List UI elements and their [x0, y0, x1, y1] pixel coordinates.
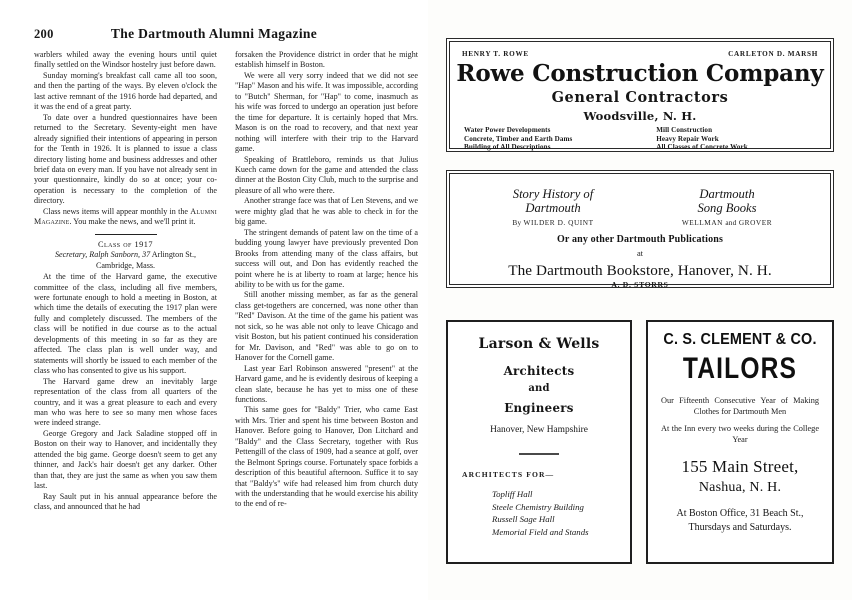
paragraph: Ray Sault put in his annual appearance before the class, and announced that he had — [34, 491, 217, 512]
ad-larson-and-wells[interactable] — [446, 320, 632, 564]
ad-clement-boston-office — [658, 507, 822, 535]
book-entry-song-books — [640, 187, 814, 227]
ad-clement-trade: TAILORS — [682, 352, 798, 385]
paragraph: Another strange face was that of Len Stevens, and we were mighty glad that he was able to check in for the big game. — [235, 196, 418, 227]
ad-clement-firm-name: C. S. CLEMENT & CO. — [663, 331, 817, 348]
ad-larson-firm-name: Larson & Wells — [478, 336, 600, 352]
book-title-line: Song Books — [697, 201, 757, 216]
ad-clement-address-street: 155 Main Street, — [681, 457, 799, 476]
paragraph: We were all very sorry indeed that we did not see "Hap" Mason and his wife. It was impossible, according to "Butch" Sherman, for "Hap" to come, inasmuch as his wife was forced to undergo an operation just before the time for departure. It is certainly hoped that Mrs. Mason is on the road to recovery, and that next year nothing will interfere with their trip to the Harvard game. — [235, 70, 418, 154]
ad-larson-city: Hanover, New Hampshire — [490, 425, 588, 435]
ad-rowe-frame — [449, 41, 831, 152]
ad-bookstore-any-other: Or any other Dartmouth Publications — [557, 234, 723, 245]
paragraph: The Harvard game drew an inevitably large representation of the class from all quarters of the country, and it was a great pleasure to each and every man who was here to see so many men whose faces were indeed strange. — [34, 376, 217, 428]
paragraph: forsaken the Providence district in order that he might establish himself in Boston. — [235, 50, 418, 70]
ad-cs-clement-tailors[interactable] — [646, 320, 834, 564]
ad-dartmouth-bookstore[interactable] — [446, 170, 834, 288]
paragraph: This same goes for "Baldy" Trier, who came East with Mrs. Trier and spent his time between Boston and Hanover. Before going to Hanover, Don Litchard and "Baldy" and the Class Secretary, together with Rus Pettengill of the class of 1909, had a seance at golf, over the Belmont Springs course. Fortunately space forbids a description of this beautiful afternoon. Suffice it to say that "Baldy's" wife had released him from church duty with the understanding that he would exercise his ability to the end of re- — [235, 405, 418, 509]
ad-rowe-services-left — [464, 126, 656, 152]
running-title: The Dartmouth Alumni Magazine — [110, 26, 318, 41]
service-item: Building of All Descriptions — [464, 143, 551, 152]
paragraph: Still another missing member, as far as the general class get-togethers are concerned, was none other than "Red" Davison. At the time of the game his patient was not sick, so he was able not only to leave Chicago and visit Boston, but his patient continued his consideration for Mr. Davison, and "Red" was able to go on to Hanover for the Cornell game. — [235, 290, 418, 363]
ad-rowe-city: Woodsville, N. H. — [583, 109, 697, 123]
paragraph: At the time of the Harvard game, the executive committee of the class, including all five members, were fortunate enough to hold a meeting in Boston, at which time the details of executing the 1917 plan were fully and completely discussed. The members of the class will be notified in due course as to the actual developments of this meeting in so far as they are affected. The class plan is well under way, and statements will shortly be issued to each member of the class who has consented to give us his support. — [34, 272, 217, 376]
service-item: Water Power Developments — [464, 126, 551, 134]
author-name: WELLMAN — [681, 217, 723, 227]
secretary-city-text: Cambridge, Mass. — [95, 260, 156, 270]
author-name: GROVER — [738, 217, 773, 227]
ad-rowe-principals — [462, 50, 818, 58]
boston-office-line: Thursdays and Saturdays. — [688, 522, 792, 533]
ad-rowe-services — [464, 126, 820, 152]
paragraph-part: . You make the news, and we'll print it. — [69, 217, 196, 227]
paragraph: George Gregory and Jack Saladine stopped off in Boston on their way to Hanover, and incidentally they attended the big game. George doesn't seem to get any thinner, and Jack's hair doesn't get any darker. Other than that, they are just the same as when you saw them last. — [34, 428, 217, 491]
ad-clement-tagline-1: Our Fifteenth Consecutive Year of Making Clothes for Dartmouth Men — [661, 396, 819, 417]
book-title-line: Dartmouth — [699, 187, 755, 201]
paragraph: Speaking of Brattleboro, reminds us that Julius Kuech came down for the game and attended the class dinner at the Boston City Club, much to the surprise and pleasure of all who were there. — [235, 154, 418, 195]
paragraph: The stringent demands of patent law on the time of a budding young lawyer have previously prevented Don Brooks from attending many of the class affairs, but success will out, and Don has evidently reached the point where he is at liberty to roam at large; hence his ability to be with us for the game. — [235, 227, 418, 289]
ad-rowe-services-right — [656, 126, 820, 152]
ad-larson-project-list — [492, 488, 589, 538]
project-item: Memorial Field and Stands — [492, 526, 589, 537]
book-author-line — [466, 218, 640, 227]
book-author-line — [640, 218, 814, 227]
column-one — [34, 50, 217, 585]
page-header — [34, 27, 394, 47]
principal-left: HENRY T. ROWE — [462, 50, 529, 58]
section-divider-rule — [95, 234, 157, 235]
ad-larson-credits-heading: ARCHITECTS FOR— — [462, 470, 555, 479]
ad-larson-frame — [448, 322, 630, 562]
magazine-name: Alumni Magazine — [34, 206, 217, 227]
ad-clement-frame — [648, 322, 832, 562]
author-name: WILDER D. QUINT — [523, 217, 594, 227]
paragraph: warblers whiled away the evening hours until quiet finally settled on the Windsor hostelry just before dawn. — [34, 50, 217, 70]
service-item: Concrete, Timber and Earth Dams — [464, 134, 573, 143]
ad-bookstore-store-name: The Dartmouth Bookstore, Hanover, N. H. — [508, 262, 772, 279]
ad-bookstore-at: at — [636, 249, 644, 258]
ad-clement-address-city: Nashua, N. H. — [698, 480, 782, 495]
project-item: Steele Chemistry Building — [492, 501, 584, 512]
service-item: Heavy Repair Work — [656, 134, 719, 143]
book-title-line: Story History of — [512, 187, 594, 201]
page-number: 200 — [34, 27, 54, 41]
class-secretary-city — [34, 261, 217, 271]
book-title-line: Dartmouth — [525, 201, 581, 216]
ad-larson-conjunction: and — [528, 383, 550, 394]
author-prefix: By — [512, 217, 522, 227]
project-item: Russell Sage Hall — [492, 514, 555, 525]
column-two — [235, 50, 418, 585]
class-section-heading: Class of 1917 — [97, 239, 154, 249]
principal-right: CARLETON D. MARSH — [728, 50, 818, 58]
boston-office-line: At Boston Office, 31 Beach St., — [676, 508, 804, 519]
author-conjunction: and — [725, 217, 737, 227]
right-page-advertisements — [428, 0, 852, 600]
secretary-name: Secretary, Ralph Sanborn, 37 — [54, 249, 151, 259]
ad-larson-discipline-1: Architects — [503, 364, 575, 378]
left-page — [0, 0, 424, 600]
secretary-street: Arlington St., — [150, 249, 197, 259]
ad-larson-divider-rule — [519, 453, 559, 455]
project-item: Topliff Hall — [492, 489, 533, 499]
paragraph: To date over a hundred questionnaires have been returned to the Secretary. Seventy-eight men have already signified their intentions of appearing in person for the Tenth in 1926. It is planned to issue a class directory listing home and business addresses and other brief data on every man. If you have not already sent in your questionnaire, kindly do so at once; your co-operation is necessary to the completion of the directory. — [34, 112, 217, 206]
ad-rowe-company-name: Rowe Construction Company — [456, 60, 824, 87]
paragraph — [34, 207, 217, 228]
ad-bookstore-titles — [466, 187, 814, 227]
text-columns — [34, 50, 418, 585]
paragraph: Last year Earl Robinson answered "present" at the Harvard game, and he is evidently desirous of keeping a clean slate, because he has yet to miss one of these functions. — [235, 363, 418, 404]
ad-rowe-construction[interactable] — [446, 38, 834, 152]
ad-clement-tagline-2: At the Inn every two weeks during the College Year — [661, 424, 819, 445]
ad-larson-discipline-2: Engineers — [504, 401, 574, 415]
paragraph-part: Class news items will appear monthly in the — [43, 206, 191, 216]
paragraph: Sunday morning's breakfast call came all too soon, and then the parting of the ways. By eleven o'clock the last active remnant of the 1916 horde had departed, and it was the end of a great party. — [34, 70, 217, 112]
service-item: Mill Construction — [656, 126, 713, 134]
service-item: All Classes of Concrete Work — [656, 143, 748, 152]
class-secretary-line — [34, 250, 217, 260]
book-entry-story-history — [466, 187, 640, 227]
ad-bookstore-frame — [449, 173, 831, 289]
ad-bookstore-proprietor: A. D. STORRS — [611, 280, 669, 289]
ad-rowe-subtitle: General Contractors — [551, 89, 729, 106]
